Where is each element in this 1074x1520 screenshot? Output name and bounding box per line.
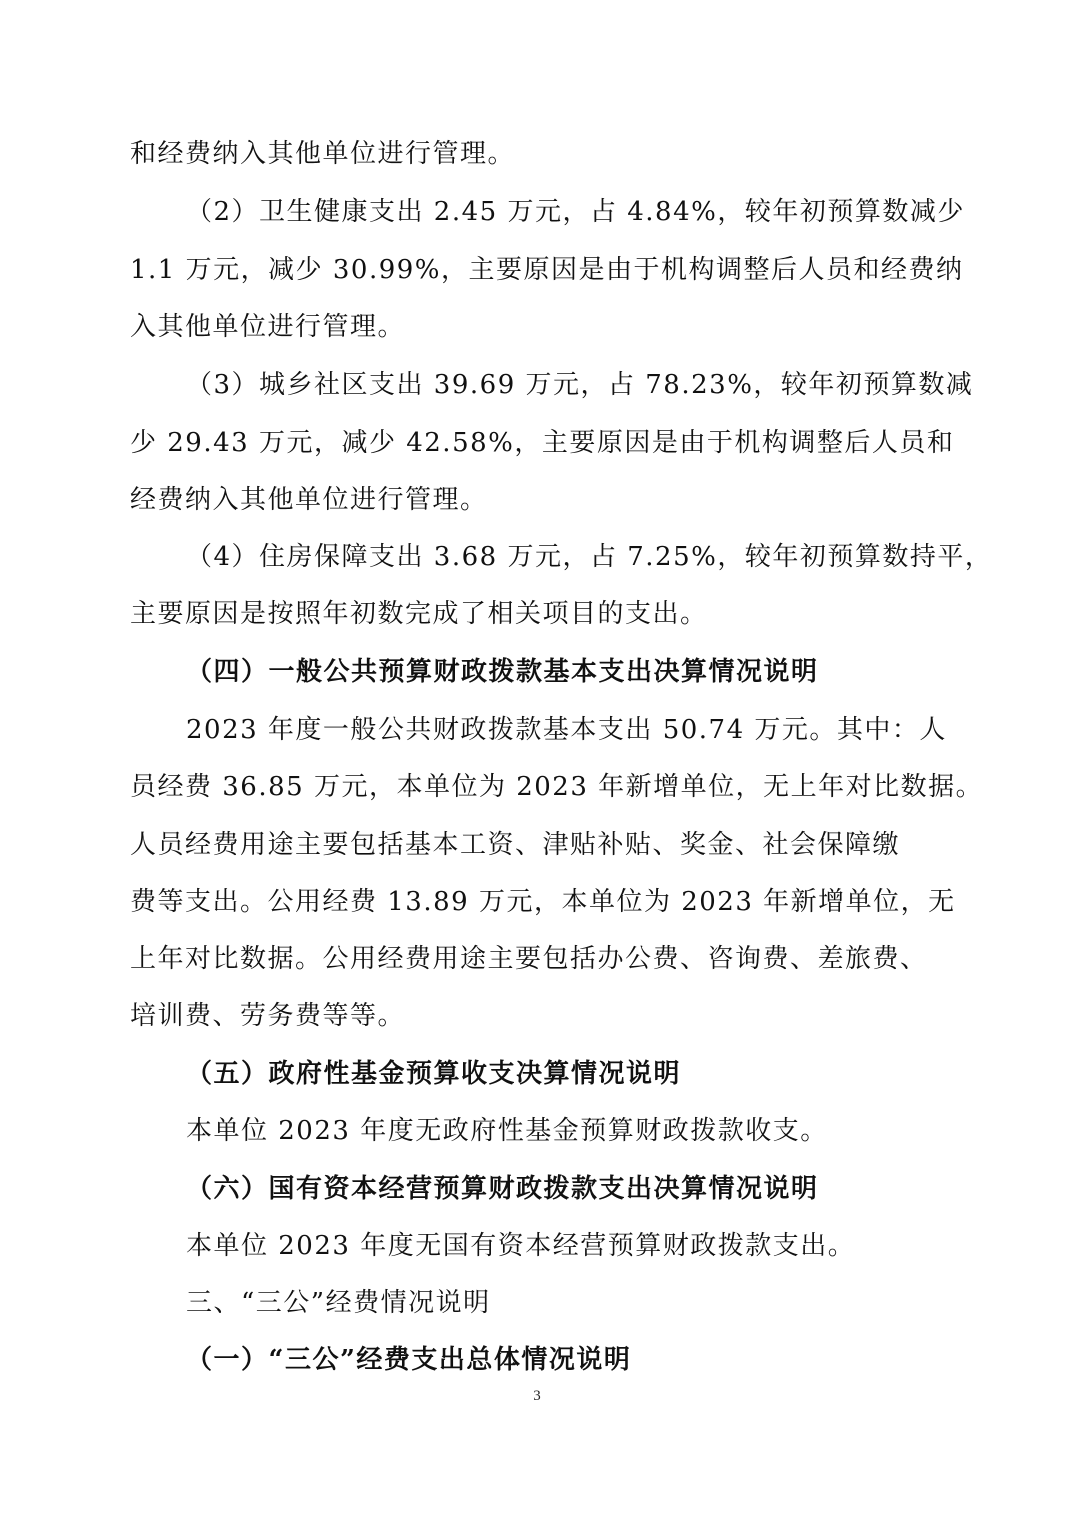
paragraph-line: （4）住房保障支出 3.68 万元，占 7.25%，较年初预算数持平， <box>186 542 993 572</box>
paragraph-line: 经费纳入其他单位进行管理。 <box>130 485 488 515</box>
paragraph-line: 本单位 2023 年度无政府性基金预算财政拨款收支。 <box>186 1116 828 1146</box>
paragraph-line: 员经费 36.85 万元，本单位为 2023 年新增单位，无上年对比数据。 <box>130 772 984 802</box>
paragraph-line: 培训费、劳务费等等。 <box>130 1001 406 1031</box>
paragraph-line: 和经费纳入其他单位进行管理。 <box>130 139 516 169</box>
page-number: 3 <box>533 1388 541 1404</box>
paragraph-line: 少 29.43 万元，减少 42.58%，主要原因是由于机构调整后人员和 <box>130 428 955 458</box>
paragraph-line: 1.1 万元，减少 30.99%，主要原因是由于机构调整后人员和经费纳 <box>130 255 964 285</box>
paragraph-line: 主要原因是按照年初数完成了相关项目的支出。 <box>130 599 708 629</box>
paragraph-line: 上年对比数据。公用经费用途主要包括办公费、咨询费、差旅费、 <box>130 944 928 974</box>
section-heading: （五）政府性基金预算收支决算情况说明 <box>186 1059 682 1089</box>
chapter-heading: 三、“三公”经费情况说明 <box>186 1288 491 1318</box>
paragraph-line: 2023 年度一般公共财政拨款基本支出 50.74 万元。其中：人 <box>186 715 947 745</box>
paragraph-line: （3）城乡社区支出 39.69 万元，占 78.23%，较年初预算数减 <box>186 370 974 400</box>
paragraph-line: 人员经费用途主要包括基本工资、津贴补贴、奖金、社会保障缴 <box>130 830 901 860</box>
paragraph-line: 费等支出。公用经费 13.89 万元，本单位为 2023 年新增单位，无 <box>130 887 956 917</box>
paragraph-line: （2）卫生健康支出 2.45 万元，占 4.84%，较年初预算数减少 <box>186 197 965 227</box>
section-heading: （四）一般公共预算财政拨款基本支出决算情况说明 <box>186 657 819 687</box>
section-heading: （六）国有资本经营预算财政拨款支出决算情况说明 <box>186 1174 819 1204</box>
paragraph-line: 入其他单位进行管理。 <box>130 312 406 342</box>
section-heading: （一）“三公”经费支出总体情况说明 <box>186 1345 632 1375</box>
paragraph-line: 本单位 2023 年度无国有资本经营预算财政拨款支出。 <box>186 1231 856 1261</box>
